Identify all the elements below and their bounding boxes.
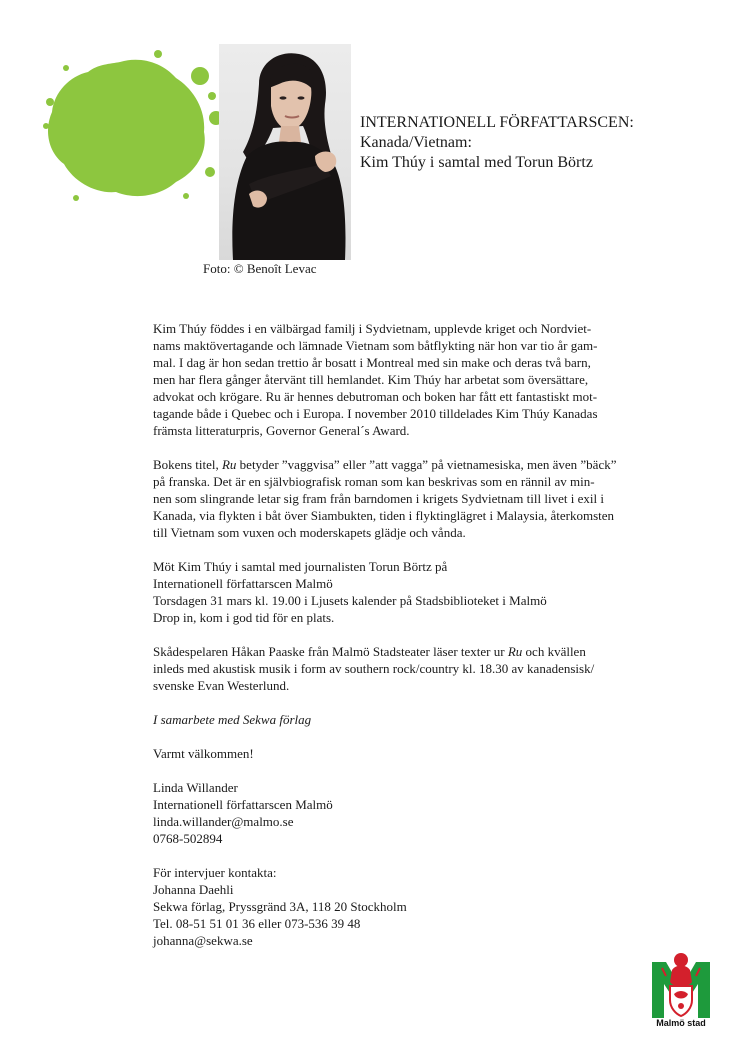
event-line: Torsdagen 31 mars kl. 19.00 i Ljusets kalender på Stadsbiblioteket i Malmö [153,593,547,608]
contact-name: Linda Willander [153,780,238,795]
press-contact-block [153,864,673,949]
cooperation-note [153,711,673,728]
reading-line: svenske Evan Westerlund. [153,678,290,693]
bio-paragraph [153,320,673,439]
title-line: på franska. Det är en självbiografisk roman som kan beskrivas som en rännil av min- [153,474,595,489]
cooperation-text: I samarbete med Sekwa förlag [153,712,312,727]
green-splash-graphic [36,48,236,208]
malmo-stad-logo [648,948,714,1028]
title-line: till Vietnam som vuxen och moderskapets glädje och vånda. [153,525,466,540]
title-line-text: betyder ”vaggvisa” eller ”att vagga” på vietnamesiska, men även ”bäck” [236,457,617,472]
title-line: nen som slingrande letar sig fram från barndomen i krigets Sydvietnam till livet i exil i [153,491,604,506]
press-release-body [153,320,673,949]
bio-line: tagande både i Quebec och i Europa. I november 2010 tilldelades Kim Thúy Kanadas [153,406,598,421]
press-contact-email[interactable]: johanna@sekwa.se [153,933,253,948]
title-line-text: Bokens titel, [153,457,222,472]
logo-label: Malmö stad [656,1018,706,1028]
event-header [360,113,634,173]
welcome-text: Varmt välkommen! [153,746,254,761]
book-title: Ru [507,644,523,659]
press-heading: För intervjuer kontakta: [153,865,277,880]
bio-line: mal. I dag är hon sedan trettio år bosatt i Montreal med sin make och deras två barn, [153,355,591,370]
photo-credit: Foto: © Benoît Levac [203,261,317,276]
event-line: Möt Kim Thúy i samtal med journalisten Torun Börtz på [153,559,448,574]
contact-phone: 0768-502894 [153,831,223,846]
press-contact-name: Johanna Daehli [153,882,234,897]
press-contact-phone: Tel. 08-51 51 01 36 eller 073-536 39 48 [153,916,361,931]
author-portrait-photo [219,44,351,260]
contact-organization: Internationell författarscen Malmö [153,797,333,812]
reading-line [153,643,673,660]
event-details-paragraph [153,558,673,626]
book-title-paragraph [153,456,673,541]
header-line-series: INTERNATIONELL FÖRFATTARSCEN: [360,114,634,131]
title-line: Kanada, via flykten i båt över Siambukten, tiden i flyktinglägret i Malaysia, återkomsten [153,508,615,523]
bio-line: advokat och krögare. Ru är hennes debutroman och boken har fått ett fantastiskt mot- [153,389,598,404]
header-line-event: Kim Thúy i samtal med Torun Börtz [360,154,593,171]
event-line: Drop in, kom i god tid för en plats. [153,610,335,625]
reading-paragraph [153,643,673,694]
header-line-countries: Kanada/Vietnam: [360,134,472,151]
title-line [153,456,673,473]
bio-line: Kim Thúy föddes i en välbärgad familj i Sydvietnam, upplevde kriget och Nordviet- [153,321,592,336]
welcome-note [153,745,673,762]
reading-line-text: Skådespelaren Håkan Paaske från Malmö Stadsteater läser texter ur [153,644,508,659]
event-line: Internationell författarscen Malmö [153,576,333,591]
press-contact-address: Sekwa förlag, Pryssgränd 3A, 118 20 Stockholm [153,899,407,914]
book-title: Ru [221,457,237,472]
contact-block [153,779,673,847]
reading-line: inleds med akustisk musik i form av southern rock/country kl. 18.30 av kanadensisk/ [153,661,595,676]
bio-line: men har flera gånger återvänt till hemlandet. Kim Thúy har arbetat som översättare, [153,372,589,387]
bio-line: nams maktövertagande och lämnade Vietnam som båtflykting när hon var tio år gam- [153,338,598,353]
bio-line: främsta litteraturpris, Governor General´s Award. [153,423,410,438]
reading-line-text: och kvällen [522,644,586,659]
contact-email[interactable]: linda.willander@malmo.se [153,814,294,829]
